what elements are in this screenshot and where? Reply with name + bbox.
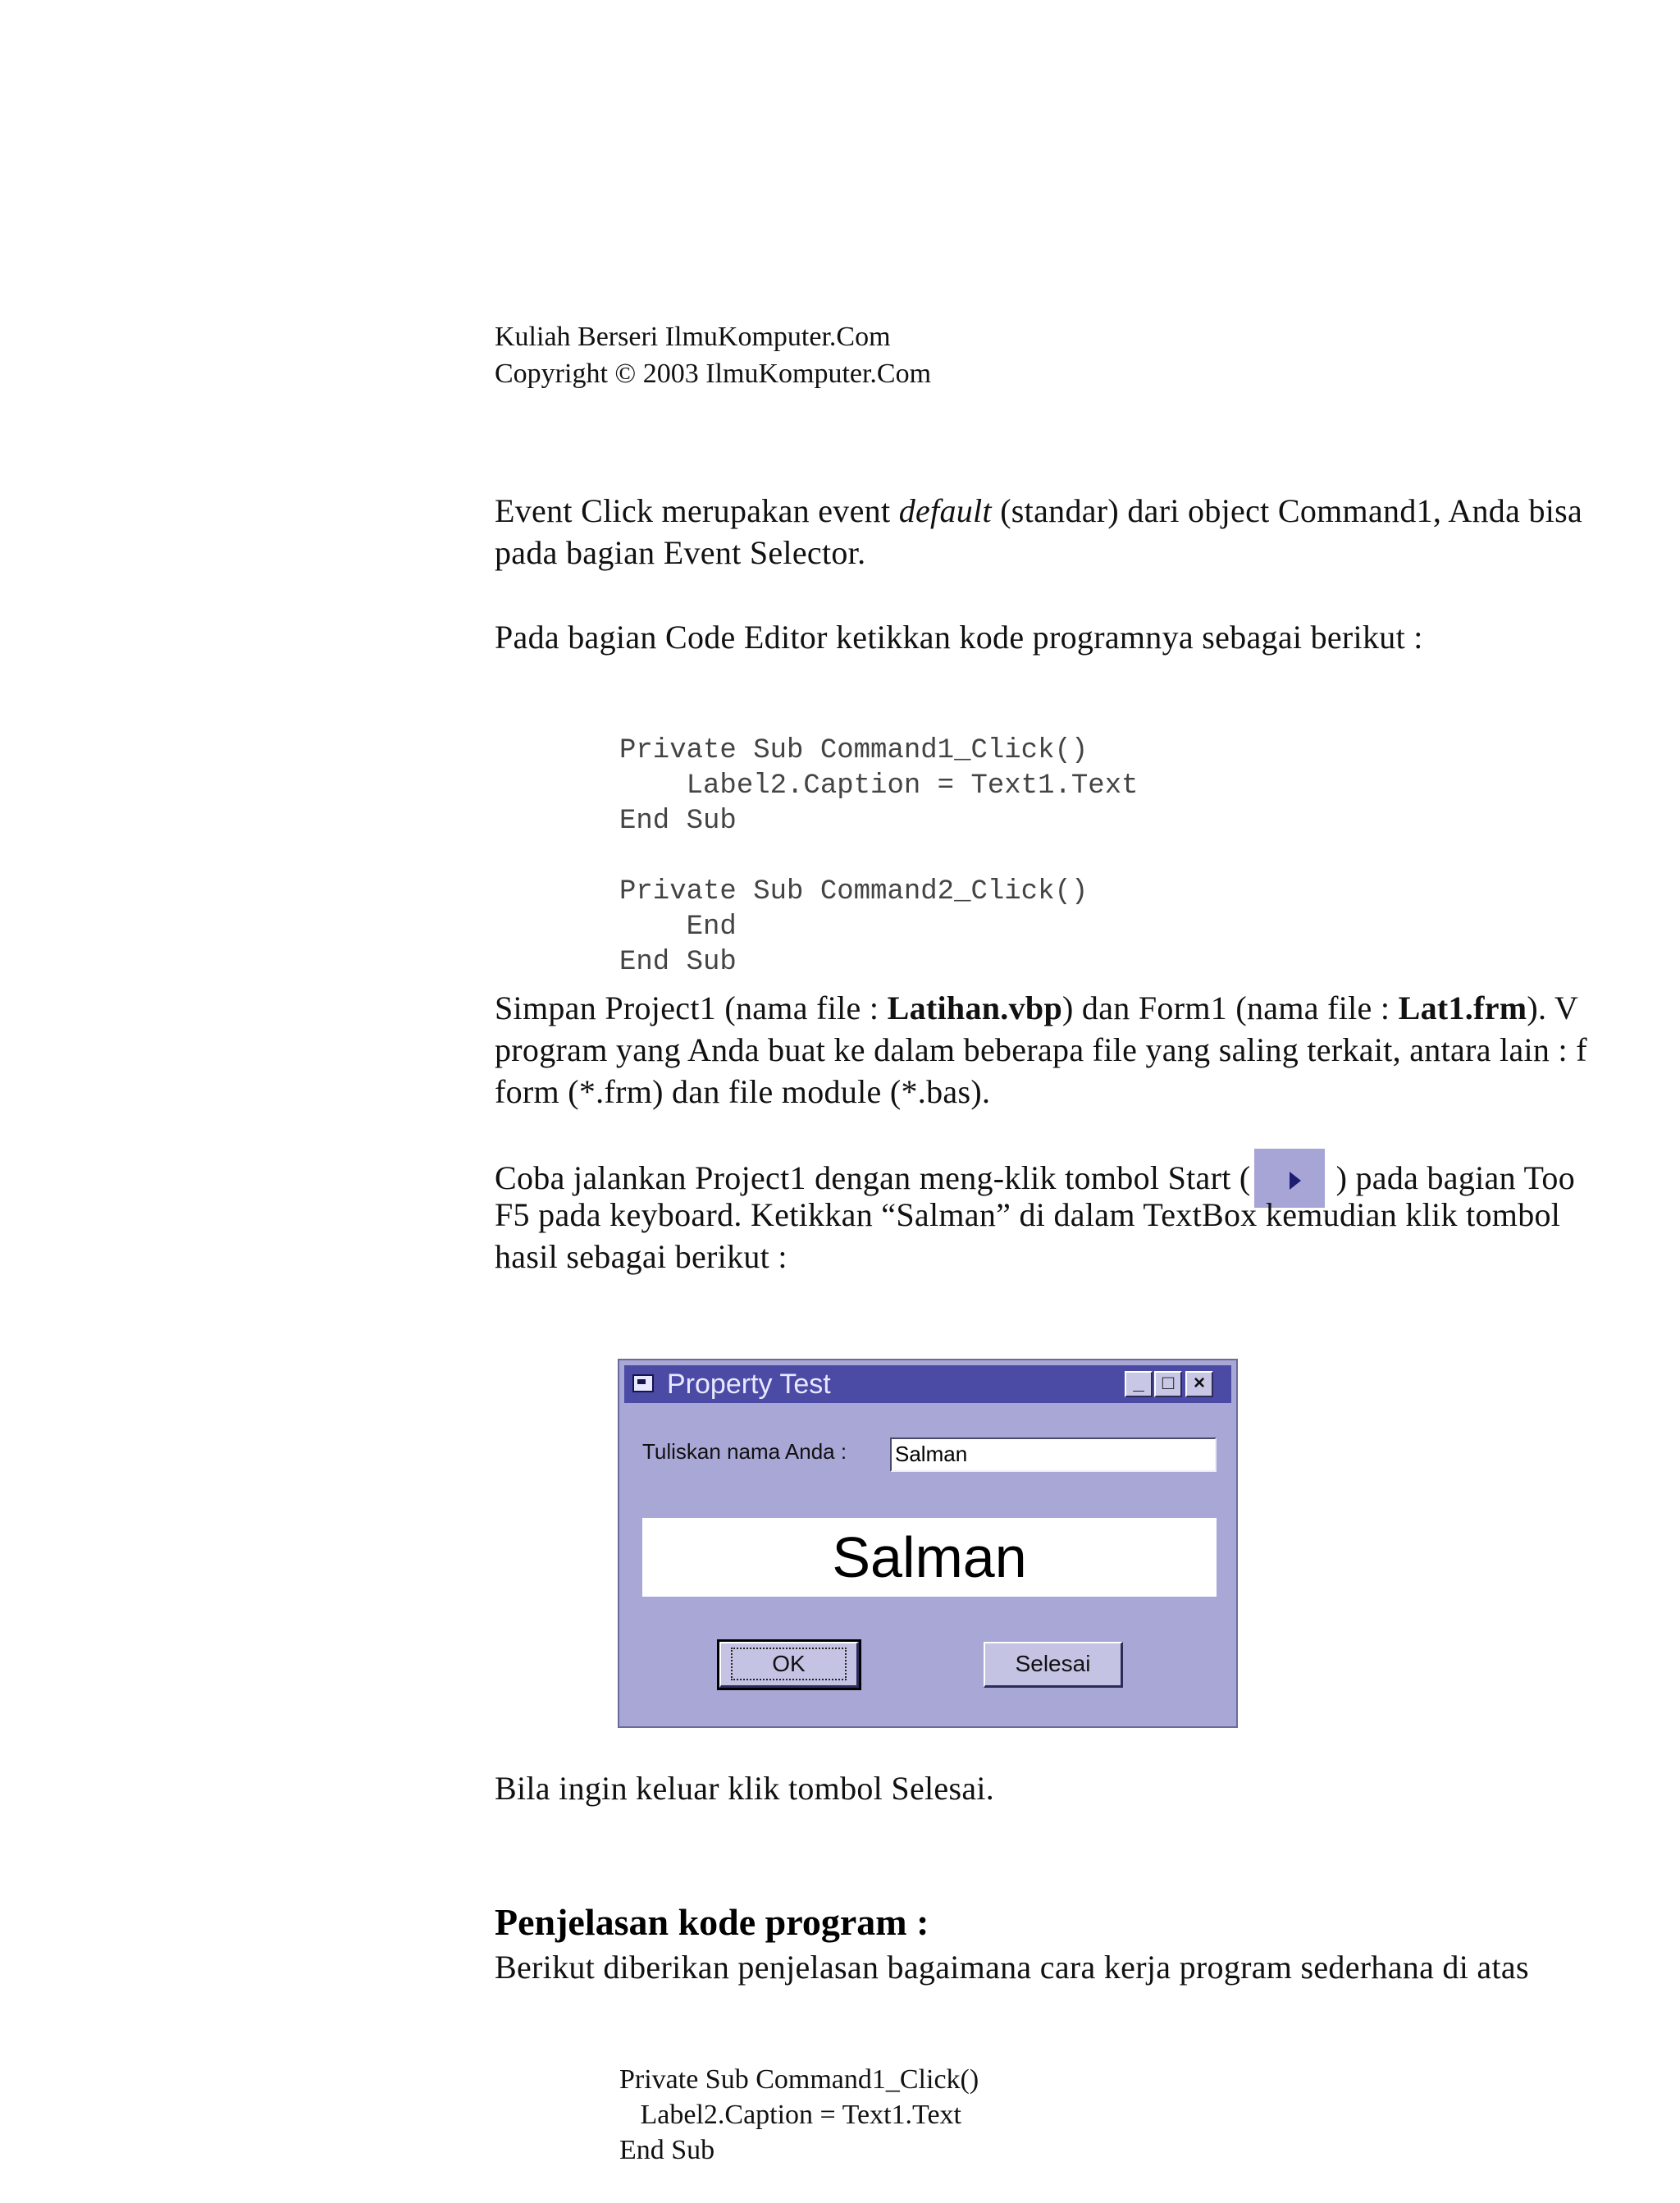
- text-segment: Event Click merupakan event: [495, 492, 899, 529]
- window-title: Property Test: [667, 1369, 831, 1400]
- name-textbox[interactable]: Salman: [890, 1437, 1217, 1472]
- window-titlebar: [624, 1365, 1231, 1403]
- text-segment: (standar) dari object Command1, Anda bisa: [991, 492, 1583, 529]
- code-line: End Sub: [619, 2135, 715, 2165]
- code-line: Private Sub Command2_Click(): [619, 876, 1089, 907]
- vb-form-window: [618, 1359, 1238, 1728]
- paragraph-explanation: Berikut diberikan penjelasan bagaimana cara kerja program sederhana di atas: [495, 1949, 1529, 1986]
- code-line: Private Sub Command1_Click(): [619, 735, 1089, 766]
- code-line: Private Sub Command1_Click(): [619, 2064, 979, 2095]
- paragraph-exit: Bila ingin keluar klik tombol Selesai.: [495, 1770, 995, 1807]
- text-segment: ) pada bagian Too: [1335, 1159, 1576, 1197]
- output-label: Salman: [642, 1518, 1217, 1597]
- section-heading: Penjelasan kode program :: [495, 1901, 929, 1943]
- close-button[interactable]: ×: [1185, 1371, 1213, 1397]
- selesai-button[interactable]: Selesai: [984, 1642, 1123, 1688]
- paragraph-event-click-line-2: pada bagian Event Selector.: [495, 534, 866, 571]
- ok-button[interactable]: [719, 1642, 859, 1688]
- emphasis-default: default: [898, 492, 992, 529]
- text-segment: Coba jalankan Project1 dengan meng-klik tombol Start (: [495, 1159, 1251, 1197]
- filename-frm: Lat1.frm: [1398, 990, 1527, 1026]
- filename-vbp: Latihan.vbp: [887, 990, 1062, 1026]
- paragraph-save-line-2: program yang Anda buat ke dalam beberapa file yang saling terkait, antara lain : f: [495, 1031, 1587, 1068]
- paragraph-run-line-2: F5 pada keyboard. Ketikkan “Salman” di dalam TextBox kemudian klik tombol: [495, 1196, 1561, 1233]
- header-line-1: Kuliah Berseri IlmuKomputer.Com: [495, 322, 891, 352]
- paragraph-code-editor: Pada bagian Code Editor ketikkan kode programnya sebagai berikut :: [495, 619, 1423, 656]
- maximize-button[interactable]: □: [1154, 1371, 1182, 1397]
- code-line: End Sub: [619, 806, 737, 837]
- paragraph-save-line-3: form (*.frm) dan file module (*.bas).: [495, 1073, 991, 1110]
- code-block-1: [619, 698, 1139, 1016]
- header-line-2: Copyright © 2003 IlmuKomputer.Com: [495, 359, 932, 389]
- code-line: Label2.Caption = Text1.Text: [619, 770, 1139, 802]
- paragraph-event-click-line-1: [495, 490, 1582, 532]
- name-prompt-label: Tuliskan nama Anda :: [642, 1439, 847, 1464]
- paragraph-run-line-3: hasil sebagai berikut :: [495, 1238, 788, 1275]
- code-block-2: [619, 2027, 979, 2203]
- code-line: End Sub: [619, 947, 737, 978]
- code-line: Label2.Caption = Text1.Text: [619, 2100, 961, 2130]
- text-segment: ). V: [1527, 990, 1579, 1026]
- text-segment: Simpan Project1 (nama file :: [495, 990, 888, 1026]
- code-line: End: [619, 912, 737, 943]
- paragraph-save-line-1: [495, 987, 1578, 1029]
- code-line: [619, 839, 1139, 875]
- form-icon: [632, 1374, 654, 1392]
- minimize-button[interactable]: _: [1125, 1371, 1153, 1397]
- text-segment: ) dan Form1 (nama file :: [1062, 990, 1399, 1026]
- ok-button-label: OK: [731, 1648, 846, 1680]
